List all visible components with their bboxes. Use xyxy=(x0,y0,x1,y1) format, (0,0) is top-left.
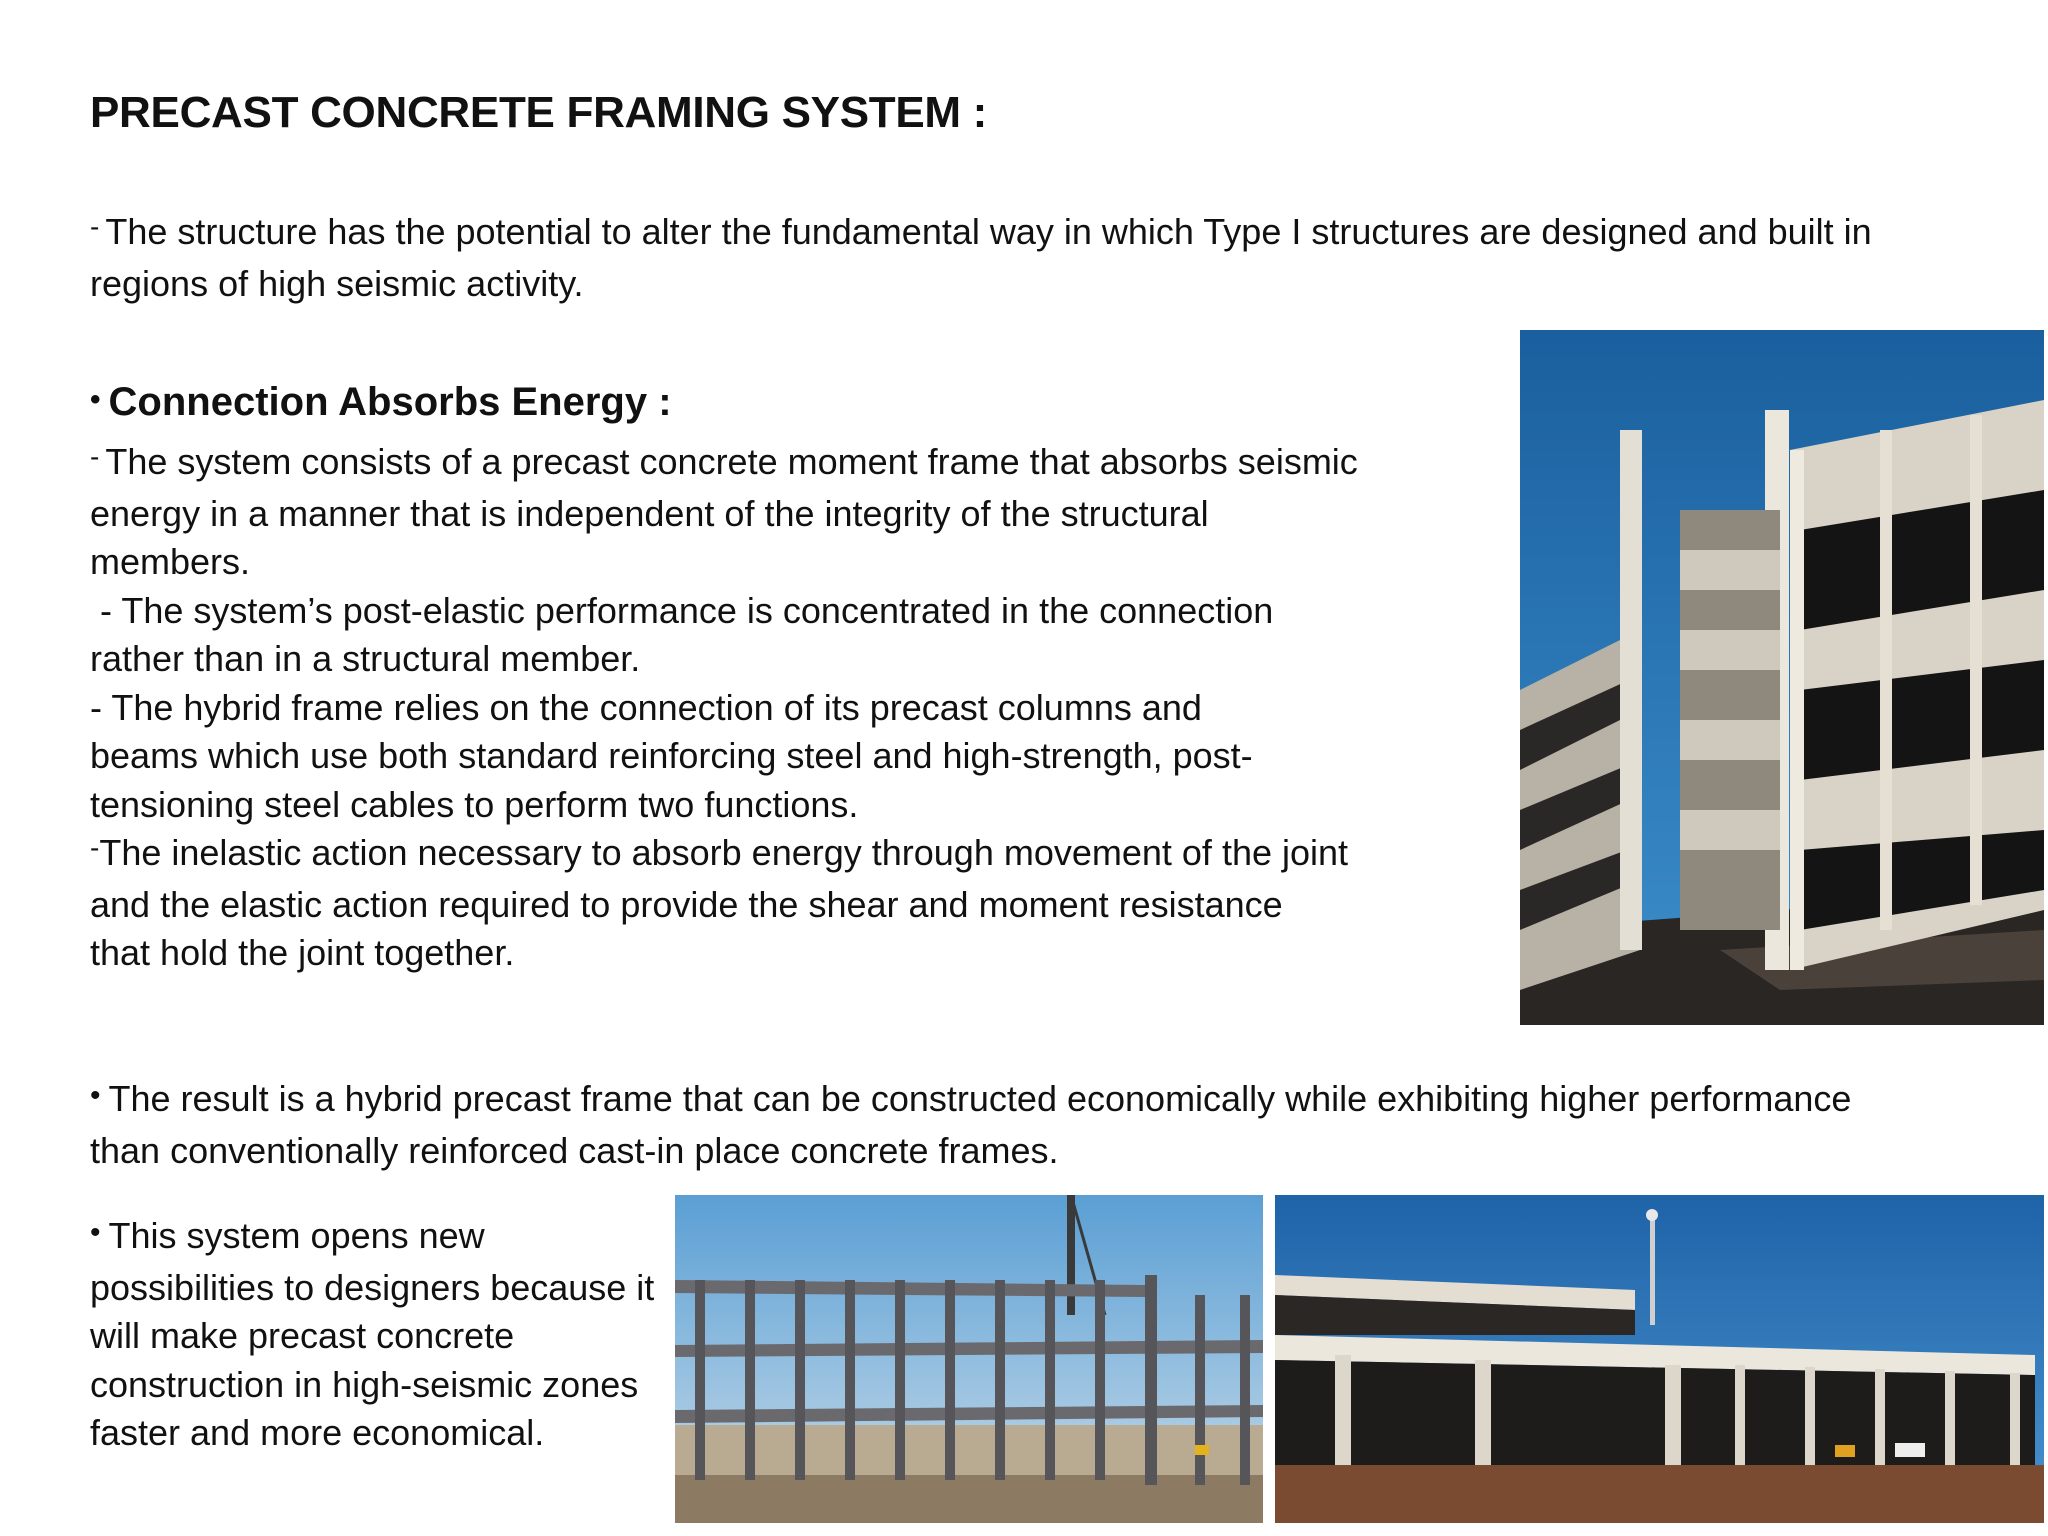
bullet-marker: • xyxy=(90,383,101,416)
dash-marker: - xyxy=(90,832,100,863)
intro-paragraph xyxy=(90,208,1872,308)
dash-marker: - xyxy=(90,211,100,242)
opens-paragraph xyxy=(90,1212,654,1458)
opens-line-3: will make precast concrete xyxy=(90,1315,515,1356)
connection-heading xyxy=(90,380,672,425)
precast-garage-construction-photo xyxy=(1275,1195,2044,1523)
bullet-marker: • xyxy=(90,1079,101,1112)
connection-heading-text: Connection Absorbs Energy : xyxy=(108,380,672,424)
page-title: PRECAST CONCRETE FRAMING SYSTEM : xyxy=(90,88,988,137)
opens-line-5: faster and more economical. xyxy=(90,1412,545,1453)
opens-line-2: possibilities to designers because it xyxy=(90,1266,655,1308)
precast-frame-construction-photo xyxy=(675,1195,1263,1523)
connection-body xyxy=(90,438,1358,978)
precast-parking-structure-photo xyxy=(1520,330,2044,1025)
connection-line-6: - The hybrid frame relies on the connection of its precast columns and xyxy=(90,686,1202,728)
intro-line-1: The structure has the potential to alter the fundamental way in which Type I structures are designed and built in xyxy=(105,211,1872,252)
bullet-marker: • xyxy=(90,1216,101,1249)
connection-line-7: beams which use both standard reinforcing steel and high-strength, post- xyxy=(90,735,1253,776)
opens-line-1: This system opens new xyxy=(108,1215,485,1256)
connection-line-11: that hold the joint together. xyxy=(90,932,515,973)
connection-line-4: - The system’s post-elastic performance is concentrated in the connection xyxy=(90,589,1274,631)
result-line-1: The result is a hybrid precast frame that can be constructed economically while exhibiting higher performance xyxy=(108,1078,1852,1119)
connection-line-9: The inelastic action necessary to absorb energy through movement of the joint xyxy=(99,832,1349,873)
connection-line-5: rather than in a structural member. xyxy=(90,638,641,679)
dash-marker: - xyxy=(90,441,100,472)
opens-line-4: construction in high-seismic zones xyxy=(90,1363,639,1405)
connection-line-10: and the elastic action required to provide the shear and moment resistance xyxy=(90,883,1283,925)
connection-line-2: energy in a manner that is independent of the integrity of the structural xyxy=(90,492,1209,534)
connection-line-1: The system consists of a precast concrete moment frame that absorbs seismic xyxy=(105,441,1358,482)
result-paragraph xyxy=(90,1075,1851,1175)
connection-line-3: members. xyxy=(90,541,251,582)
result-line-2: than conventionally reinforced cast-in place concrete frames. xyxy=(90,1129,1059,1171)
intro-line-2: regions of high seismic activity. xyxy=(90,262,584,304)
connection-line-8: tensioning steel cables to perform two functions. xyxy=(90,783,859,825)
